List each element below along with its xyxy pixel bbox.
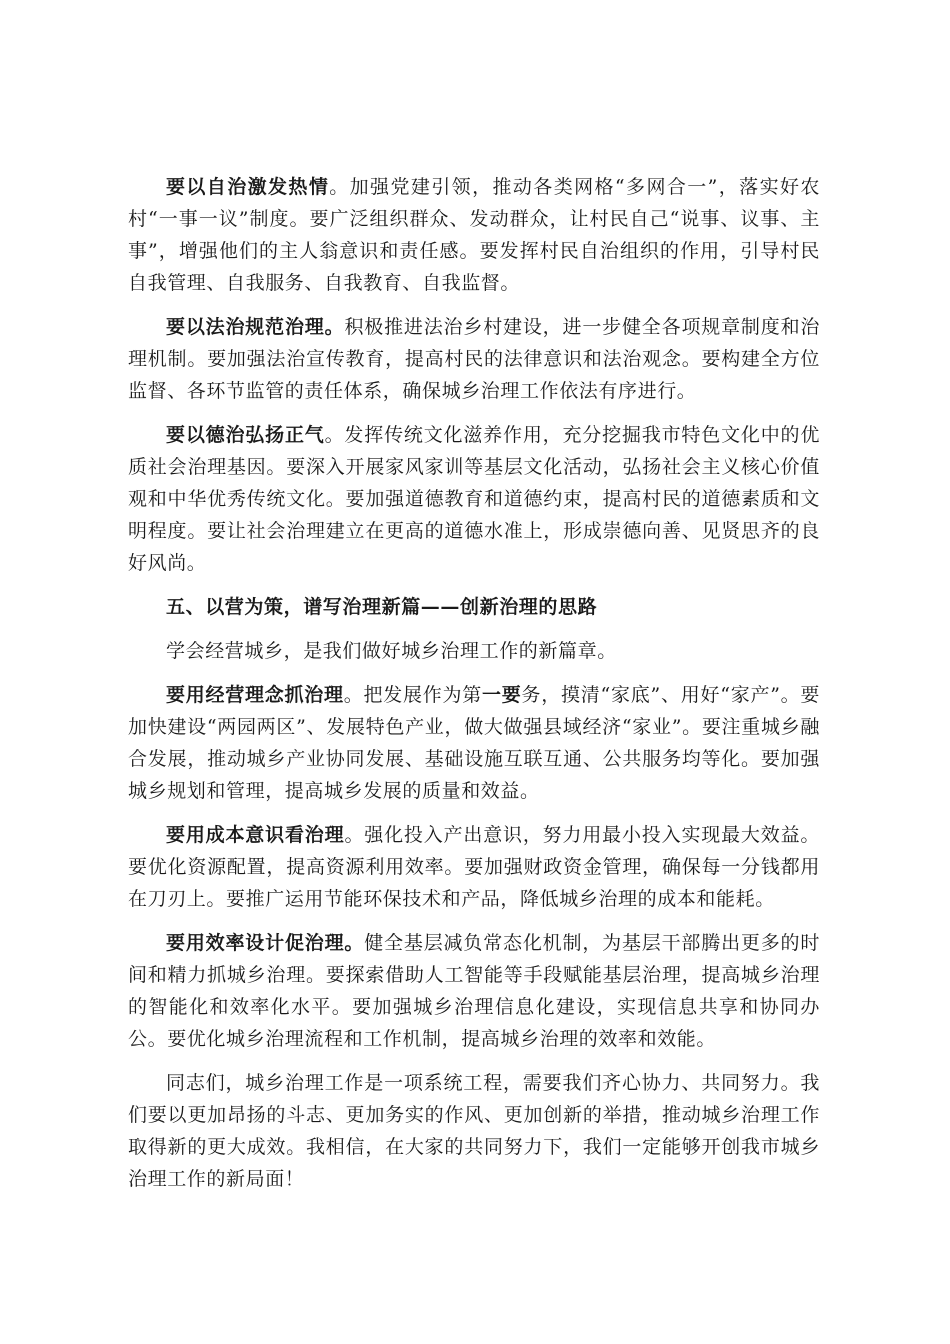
- paragraph-body: 。发挥传统文化滋养作用，充分挖掘我市特色文化中的优质社会治理基因。要深入开展家风家训等基层文化活动，弘扬社会主义核心价值观和中华优秀传统文化。要加强道德教育和道德约束，提高村民的道德素质和文明程度。要让社会治理建立在更高的道德水准上，形成崇德向善、见贤思齐的良好风尚。: [128, 424, 820, 574]
- paragraph-closing: 同志们，城乡治理工作是一项系统工程，需要我们齐心协力、共同努力。我们要以更加昂扬的斗志、更加务实的作风、更加创新的举措，推动城乡治理工作取得新的更大成效。我相信，在大家的共同努力下，我们一定能够开创我市城乡治理工作的新局面！: [128, 1072, 820, 1190]
- paragraph-bold-fragment: 一要: [482, 684, 522, 706]
- paragraph-management-concept: [128, 679, 820, 807]
- paragraph-lead: 要用成本意识看治理: [166, 824, 345, 846]
- paragraph-body: 。加强党建引领，推动各类网格“多网合一”，落实好农村“一事一议”制度。要广泛组织群众、发动群众，让村民自己“说事、议事、主事”，增强他们的主人翁意识和责任感。要发挥村民自治组织的作用，引导村民自我管理、自我服务、自我教育、自我监督。: [128, 176, 820, 294]
- paragraph-lead: 要以德治弘扬正气: [166, 424, 325, 446]
- paragraph-body: 积极推进法治乡村建设，进一步健全各项规章制度和治理机制。要加强法治宣传教育，提高村民的法律意识和法治观念。要构建全方位监督、各环节监管的责任体系，确保城乡治理工作依法有序进行。: [128, 316, 821, 402]
- paragraph-body: 健全基层减负常态化机制，为基层干部腾出更多的时间和精力抓城乡治理。要探索借助人工智能等手段赋能基层治理，提高城乡治理的智能化和效率化水平。要加强城乡治理信息化建设，实现信息共享和协同办公。要优化城乡治理流程和工作机制，提高城乡治理的效率和效能。: [128, 932, 820, 1050]
- paragraph-efficiency-design: [128, 927, 820, 1055]
- paragraph-lead: 要用效率设计促治理。: [166, 932, 365, 954]
- paragraph-cost-awareness: [128, 819, 820, 915]
- paragraph-rule-of-virtue: [128, 419, 820, 579]
- paragraph-body: 。强化投入产出意识，努力用最小投入实现最大效益。要优化资源配置，提高资源利用效率。要加强财政资金管理，确保每一分钱都用在刀刃上。要推广运用节能环保技术和产品，降低城乡治理的成本和能耗。: [128, 824, 821, 910]
- paragraph-rule-of-law: [128, 311, 820, 407]
- paragraph-intro: 学会经营城乡，是我们做好城乡治理工作的新篇章。: [166, 640, 617, 662]
- paragraph-lead: 要用经营理念抓治理: [166, 684, 344, 706]
- paragraph-lead: 要以自治激发热情: [166, 176, 330, 198]
- document-page: [128, 171, 820, 1207]
- paragraph-body: 务，摸清“家底”、用好“家产”。要加快建设“两园两区”、发展特色产业，做大做强县域经济“家业”。要注重城乡融合发展，推动城乡产业协同发展、基础设施互联互通、公共服务均等化。要加强城乡规划和管理，提高城乡发展的质量和效益。: [128, 684, 821, 802]
- paragraph-self-governance: [128, 171, 820, 299]
- paragraph-body: 。把发展作为第: [343, 684, 483, 706]
- section-heading: 五、以营为策，谱写治理新篇——创新治理的思路: [166, 596, 598, 618]
- paragraph-lead: 要以法治规范治理。: [166, 316, 345, 338]
